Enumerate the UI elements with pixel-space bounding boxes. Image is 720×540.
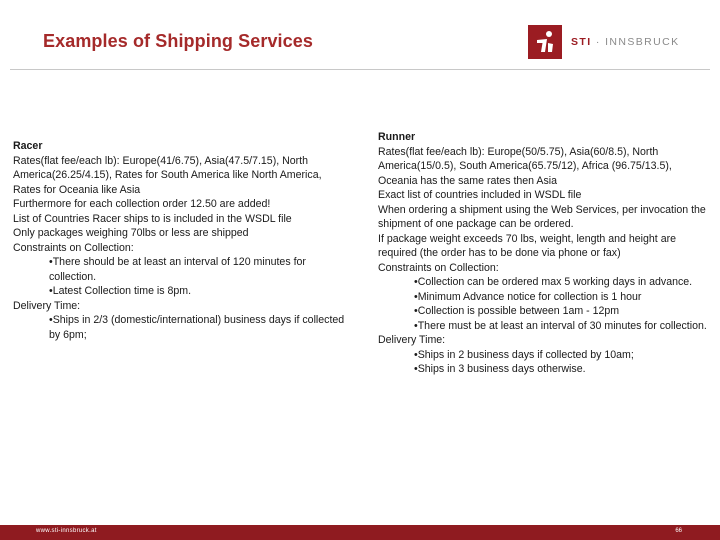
- logo-city: INNSBRUCK: [605, 36, 680, 48]
- sti-logo: [528, 24, 680, 60]
- racer-column: [13, 139, 349, 342]
- runner-line: Exact list of countries included in WSDL file: [378, 189, 582, 201]
- logo-wordmark: [571, 36, 680, 48]
- footer-url: www.sti-innsbruck.at: [36, 528, 97, 534]
- sti-logo-icon: [528, 25, 562, 59]
- page-number: 66: [675, 528, 682, 534]
- racer-heading: Racer: [13, 140, 43, 152]
- runner-collection-bullet: •Collection is possible between 1am - 12pm: [414, 305, 620, 317]
- runner-line: When ordering a shipment using the Web Services, per invocation the shipment of one package can be ordered.: [378, 203, 706, 230]
- runner-line: If package weight exceeds 70 lbs, weight, length and height are required (the order has to be done via phone or fax): [378, 232, 677, 259]
- logo-brand: STI: [571, 36, 592, 48]
- racer-collection-bullet: •Latest Collection time is 8pm.: [49, 285, 192, 297]
- header-divider: [10, 69, 710, 70]
- runner-heading: Runner: [378, 131, 416, 143]
- racer-line: Only packages weighing 70lbs or less are shipped: [13, 227, 249, 239]
- racer-line: List of Countries Racer ships to is included in the WSDL file: [13, 212, 292, 225]
- runner-delivery-bullet: •Ships in 2 business days if collected by 10am;: [414, 348, 634, 361]
- runner-delivery-bullet: •Ships in 3 business days otherwise.: [414, 363, 586, 375]
- racer-delivery-label: Delivery Time:: [13, 299, 81, 312]
- runner-line: Constraints on Collection:: [378, 261, 499, 274]
- racer-delivery-bullet: •Ships in 2/3 (domestic/international) business days if collected by 6pm;: [49, 314, 345, 341]
- slide-title: Examples of Shipping Services: [43, 31, 313, 51]
- runner-collection-bullet: •There must be at least an interval of 30 minutes for collection.: [414, 319, 707, 332]
- racer-line: Constraints on Collection:: [13, 241, 134, 254]
- racer-line: Rates(flat fee/each lb): Europe(41/6.75), Asia(47.5/7.15), North America(26.25/4.15), Rates for South America like North America, Rates for Oceania like Asia: [13, 154, 322, 196]
- runner-collection-bullet: •Collection can be ordered max 5 working days in advance.: [414, 276, 693, 288]
- racer-line: Furthermore for each collection order 12.50 are added!: [13, 198, 271, 210]
- logo-separator: ·: [591, 36, 606, 48]
- runner-line: Rates(flat fee/each lb): Europe(50/5.75), Asia(60/8.5), North America(15/0.5), South America(65.75/12), Africa (96.75/13.5), Oceania has the same rates then Asia: [378, 145, 672, 187]
- runner-collection-bullet: •Minimum Advance notice for collection is 1 hour: [414, 290, 642, 303]
- footer-bar: [0, 525, 720, 540]
- racer-collection-bullet: •There should be at least an interval of 120 minutes for collection.: [49, 256, 306, 283]
- runner-delivery-label: Delivery Time:: [378, 334, 446, 346]
- runner-column: [378, 130, 708, 377]
